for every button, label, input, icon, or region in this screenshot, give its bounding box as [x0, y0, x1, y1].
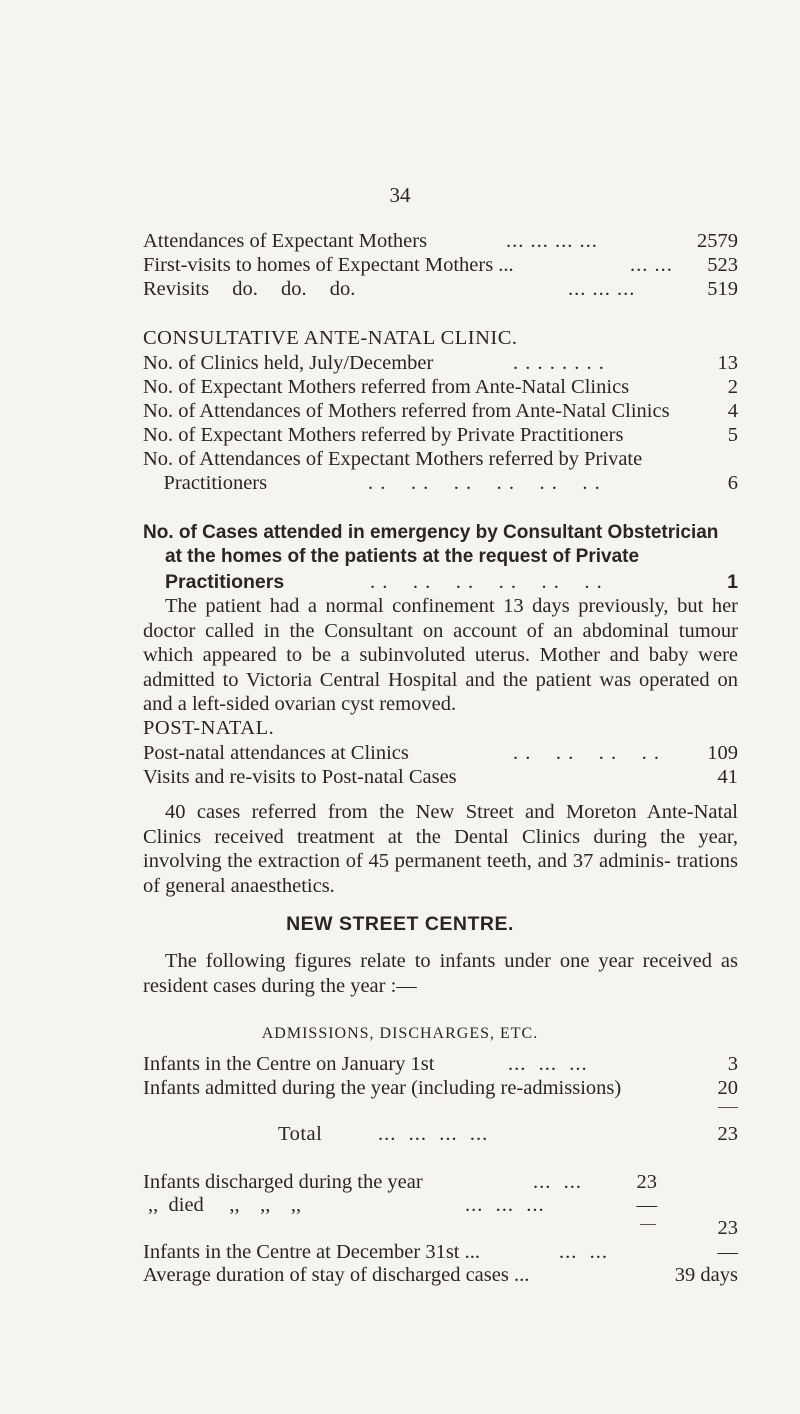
row-label: Attendances of Expectant Mothers: [143, 230, 428, 252]
row-leader: ... ... ...: [508, 1053, 588, 1075]
row-value: 523: [707, 254, 738, 276]
discharges-subtotal-row: [143, 1216, 738, 1240]
row-label: Post-natal attendances at Clinics: [143, 742, 409, 764]
row-value: 2579: [697, 230, 738, 252]
emergency-paragraph: The patient had a normal confinement 13 days previously, but her doctor called in the Consultant on account of an abdominal tumour which appeared to be a subinvoluted uterus. Mother and baby were admitted to Victoria Central Hospital and the patient was operated on and a left-sided ovarian cyst removed.: [143, 595, 738, 715]
row-value: 5: [727, 424, 738, 446]
row-label: Infants discharged during the year: [143, 1171, 423, 1193]
average-stay-row: [143, 1263, 738, 1287]
row-leader: . . . . . . . .: [513, 352, 605, 374]
row-value: —: [636, 1194, 657, 1216]
in-centre-dec-row: [143, 1240, 738, 1264]
row-value: —: [717, 1241, 738, 1263]
row-leader: ... ...: [533, 1171, 582, 1193]
consultative-row: [143, 351, 738, 375]
section-heading-postnatal: POST-NATAL.: [143, 717, 275, 739]
discharges-row: [143, 1193, 738, 1217]
sum-rule: [718, 1107, 738, 1108]
row-label: ,, died ,, ,, ,,: [148, 1194, 302, 1216]
new-street-intro: The following figures relate to infants under one year received as resident cases during the year :—: [143, 950, 738, 997]
row-label: No. of Expectant Mothers referred by Private Practitioners: [143, 424, 624, 446]
row-leader: . . . . . . . . . . . .: [370, 571, 603, 593]
row-leader: ... ...: [559, 1241, 608, 1263]
row-label: Practitioners: [143, 472, 268, 494]
row-value: 20: [717, 1077, 738, 1099]
row-label: Infants admitted during the year (including re-admissions): [143, 1077, 622, 1099]
admissions-subheading: ADMISSIONS, DISCHARGES, ETC.: [261, 1025, 539, 1042]
row-label: Revisits do. do. do.: [143, 278, 356, 300]
row-label: Average duration of stay of discharged cases ...: [143, 1264, 530, 1286]
section-heading-new-street: NEW STREET CENTRE.: [286, 913, 514, 935]
row-value: 3: [727, 1053, 738, 1075]
row-leader: . . . . . . . . . . . .: [368, 472, 601, 494]
row-value: 6: [727, 472, 738, 494]
row-label: First-visits to homes of Expectant Mothers ...: [143, 254, 514, 276]
consultative-row: [143, 423, 738, 447]
row-label: Infants in the Centre at December 31st ...: [143, 1241, 480, 1263]
row-label: No. of Clinics held, July/December: [143, 352, 434, 374]
discharges-row: [143, 1170, 738, 1194]
row-label: Visits and re-visits to Post-natal Cases: [143, 766, 457, 788]
postnatal-paragraph: 40 cases referred from the New Street and Moreton Ante-Natal Clinics received treatment at the Dental Clinics during the year, involving the extraction of 45 permanent teeth, and 37 adminis- trations of general anaesthetics.: [143, 801, 738, 897]
admissions-row: [143, 1076, 738, 1100]
row-value: 23: [636, 1171, 657, 1193]
emergency-heading-line: at the homes of the patients at the request of Private: [165, 546, 640, 567]
row-value: 519: [707, 278, 738, 300]
row-label: No. of Attendances of Mothers referred from Ante-Natal Clinics: [143, 400, 670, 422]
admissions-row: [143, 1052, 738, 1076]
row-label: Total: [278, 1123, 323, 1145]
total-row: [143, 1122, 738, 1146]
row-leader: . . . . . . . .: [513, 742, 660, 764]
row-leader: ... ...: [630, 254, 673, 276]
row-leader: ... ... ...: [568, 278, 636, 300]
row-label: Practitioners: [165, 571, 285, 593]
row-value: 2: [727, 376, 738, 398]
attendance-row: [143, 253, 738, 277]
row-value: 109: [707, 742, 738, 764]
page-number: 34: [389, 183, 411, 207]
consultative-row: [143, 375, 738, 399]
consultative-row: [143, 447, 738, 471]
postnatal-row: [143, 765, 738, 789]
row-value: 4: [727, 400, 738, 422]
consultative-row: [143, 399, 738, 423]
row-value: 39 days: [674, 1264, 738, 1286]
row-label: Infants in the Centre on January 1st: [143, 1053, 435, 1075]
section-heading-consultative: CONSULTATIVE ANTE-NATAL CLINIC.: [143, 327, 518, 349]
row-value: 23: [717, 1123, 738, 1145]
row-value: 41: [717, 766, 738, 788]
row-leader: ... ... ... ...: [506, 230, 598, 252]
row-leader: ... ... ... ...: [378, 1123, 489, 1145]
row-value: 13: [717, 352, 738, 374]
postnatal-row: [143, 741, 738, 765]
emergency-heading-line: No. of Cases attended in emergency by Consultant Obstetrician: [143, 522, 719, 543]
attendance-row: [143, 277, 738, 301]
consultative-row: [143, 471, 738, 495]
row-value: 23: [717, 1217, 738, 1239]
row-label: No. of Attendances of Expectant Mothers referred by Private: [143, 448, 643, 470]
row-value: 1: [727, 571, 738, 593]
emergency-row: [143, 570, 738, 594]
row-leader: ... ... ...: [465, 1194, 545, 1216]
attendance-row: [143, 229, 738, 253]
row-label: No. of Expectant Mothers referred from Ante-Natal Clinics: [143, 376, 630, 398]
